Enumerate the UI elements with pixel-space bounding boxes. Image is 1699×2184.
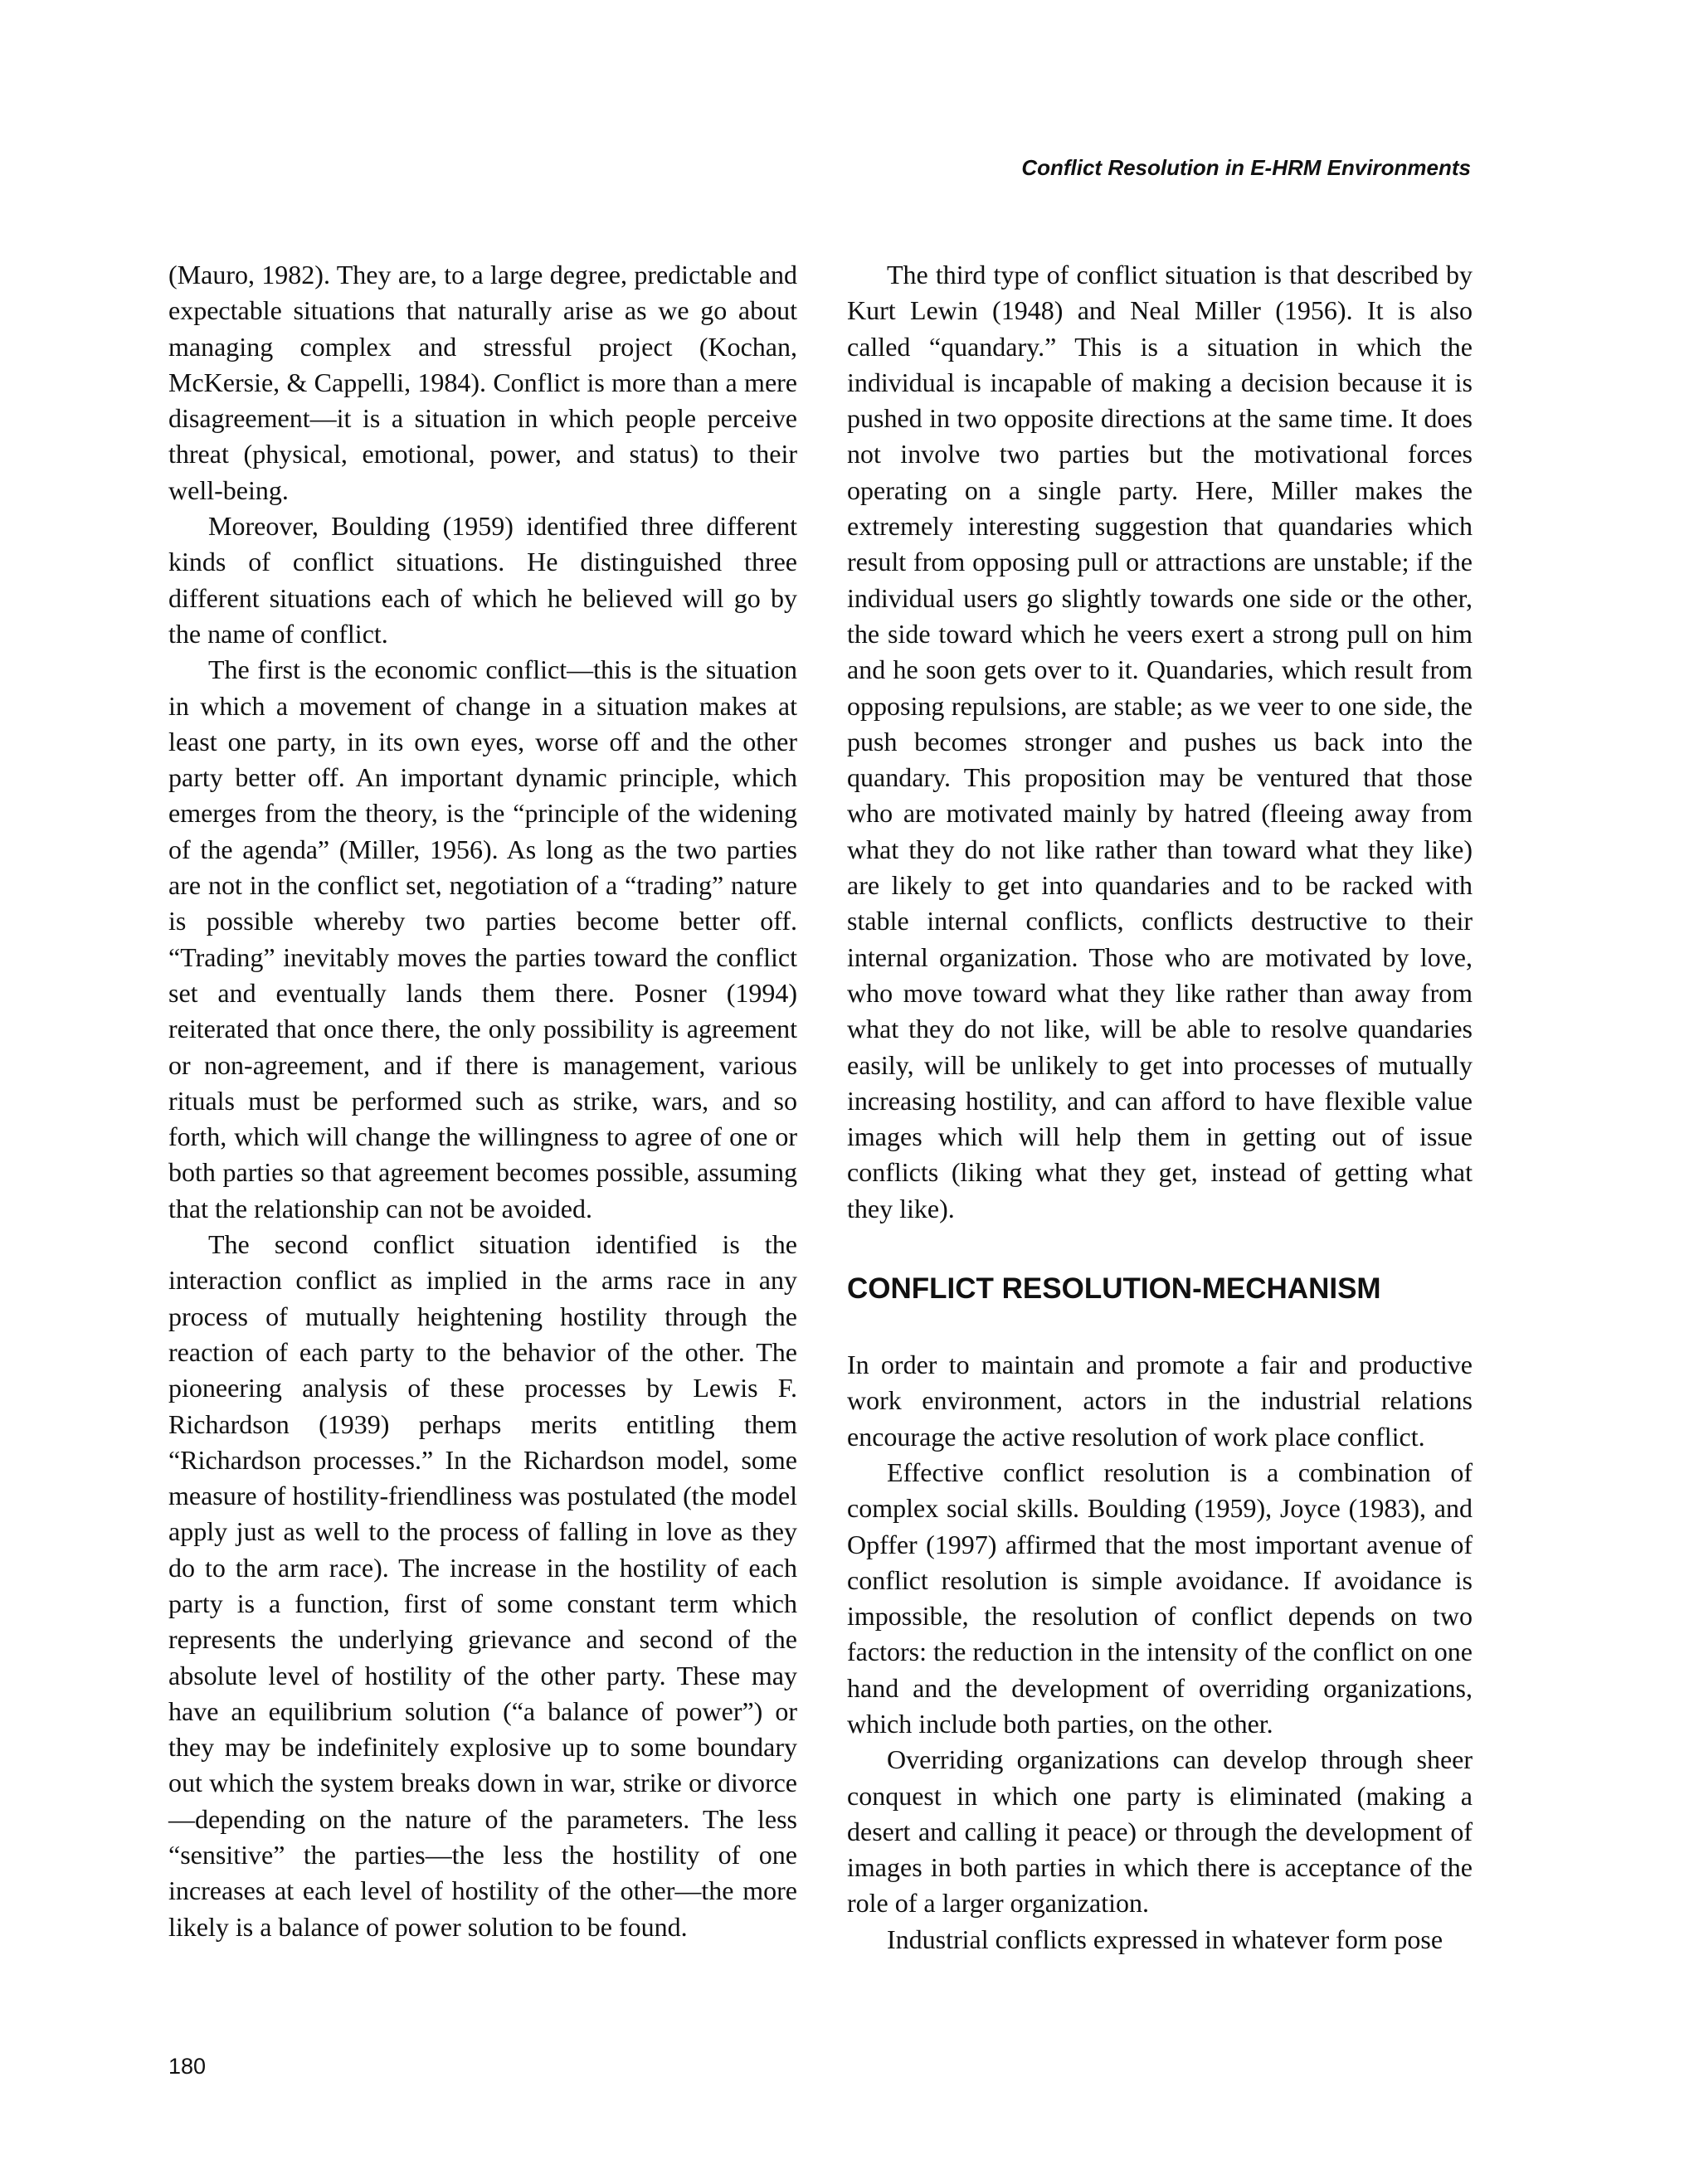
running-header: Conflict Resolution in E-HRM Environments — [1021, 155, 1471, 180]
left-column — [168, 257, 797, 1945]
paragraph: The second conflict situation identified is the interaction conflict as implied in the arms race in any process of mutually heightening hostility through the reaction of each party to the behavior of the other. The pioneering analysis of these processes by Lewis F. Richardson (1939) perhaps merits entitling them “Richardson processes.” In the Richardson model, some measure of hostility-friendliness was postulated (the model apply just as well to the process of falling in love as they do to the arm race). The increase in the hostility of each party is a function, first of some constant term which represents the underlying grievance and second of the absolute level of hostility of the other party. These may have an equilibrium solution (“a balance of power”) or they may be indefinitely explosive up to some boundary out which the system breaks down in war, strike or divorce—depending on the nature of the parameters. The less “sensitive” the parties—the less the hostility of one increases at each level of hostility of the other—the more likely is a balance of power solution to be found. — [168, 1229, 797, 1942]
paragraph: Industrial conflicts expressed in whatever form pose — [887, 1924, 1443, 1954]
section-heading: CONFLICT RESOLUTION-MECHANISM — [847, 1272, 1381, 1306]
page-number: 180 — [168, 2054, 207, 2079]
paragraph: In order to maintain and promote a fair and productive work environment, actors in the industrial relations encourage the active resolution of work place conflict. — [847, 1350, 1473, 1452]
paragraph: The first is the economic conflict—this is the situation in which a movement of change in a situation makes at least one party, in its own eyes, worse off and the other party better off. An important dynamic principle, which emerges from the theory, is the “principle of the widening of the agenda” (Miller, 1956). As long as the two parties are not in the conflict set, negotiation of a “trading” nature is possible whereby two parties become better off. “Trading” inevitably moves the parties toward the conflict set and eventually lands them there. Posner (1994) reiterated that once there, the only possibility is agreement or non-agreement, and if there is management, various rituals must be performed such as strike, wars, and so forth, which will change the willingness to agree of one or both parties so that agreement becomes possible, assuming that the relationship can not be avoided. — [168, 654, 797, 1223]
right-column — [847, 257, 1473, 1958]
paragraph: Moreover, Boulding (1959) identified three different kinds of conflict situations. He distinguished three different situations each of which he believed will go by the name of conflict. — [168, 511, 797, 649]
paragraph: The third type of conflict situation is that described by Kurt Lewin (1948) and Neal Miller (1956). It is also called “quandary.” This is a situation in which the individual is incapable of making a decision because it is pushed in two opposite directions at the same time. It does not involve two parties but the motivational forces operating on a single party. Here, Miller makes the extremely interesting suggestion that quandaries which result from opposing pull or attractions are unstable; if the individual users go slightly towards one side or the other, the side toward which he veers exert a strong pull on him and he soon gets over to it. Quandaries, which result from opposing repulsions, are stable; as we veer to one side, the push becomes stronger and pushes us back into the quandary. This proposition may be ventured that those who are motivated mainly by hatred (fleeing away from what they do not like rather than toward what they like) are likely to get into quandaries and to be racked with stable internal conflicts, conflicts destructive to their internal organization. Those who are motivated by love, who move toward what they like rather than away from what they do not like, will be able to resolve quandaries easily, will be unlikely to get into processes of mutually increasing hostility, and can afford to have flexible value images which will help them in getting out of issue conflicts (liking what they get, instead of getting what they like). — [847, 260, 1473, 1223]
paragraph: Effective conflict resolution is a combination of complex social skills. Boulding (1959), Joyce (1983), and Opffer (1997) affirmed that the most important avenue of conflict resolution is simple avoidance. If avoidance is impossible, the resolution of conflict depends on two factors: the reduction in the intensity of the conflict on one hand and the development of overriding organizations, which include both parties, on the other. — [847, 1457, 1473, 1739]
paragraph: (Mauro, 1982). They are, to a large degree, predictable and expectable situations that naturally arise as we go about managing complex and stressful project (Kochan, McKersie, & Cappelli, 1984). Conflict is more than a mere disagreement—it is a situation in which people perceive threat (physical, emotional, power, and status) to their well-being. — [168, 260, 797, 505]
paragraph: Overriding organizations can develop through sheer conquest in which one party is eliminated (making a desert and calling it peace) or through the development of images in both parties in which there is acceptance of the role of a larger organization. — [847, 1744, 1473, 1919]
